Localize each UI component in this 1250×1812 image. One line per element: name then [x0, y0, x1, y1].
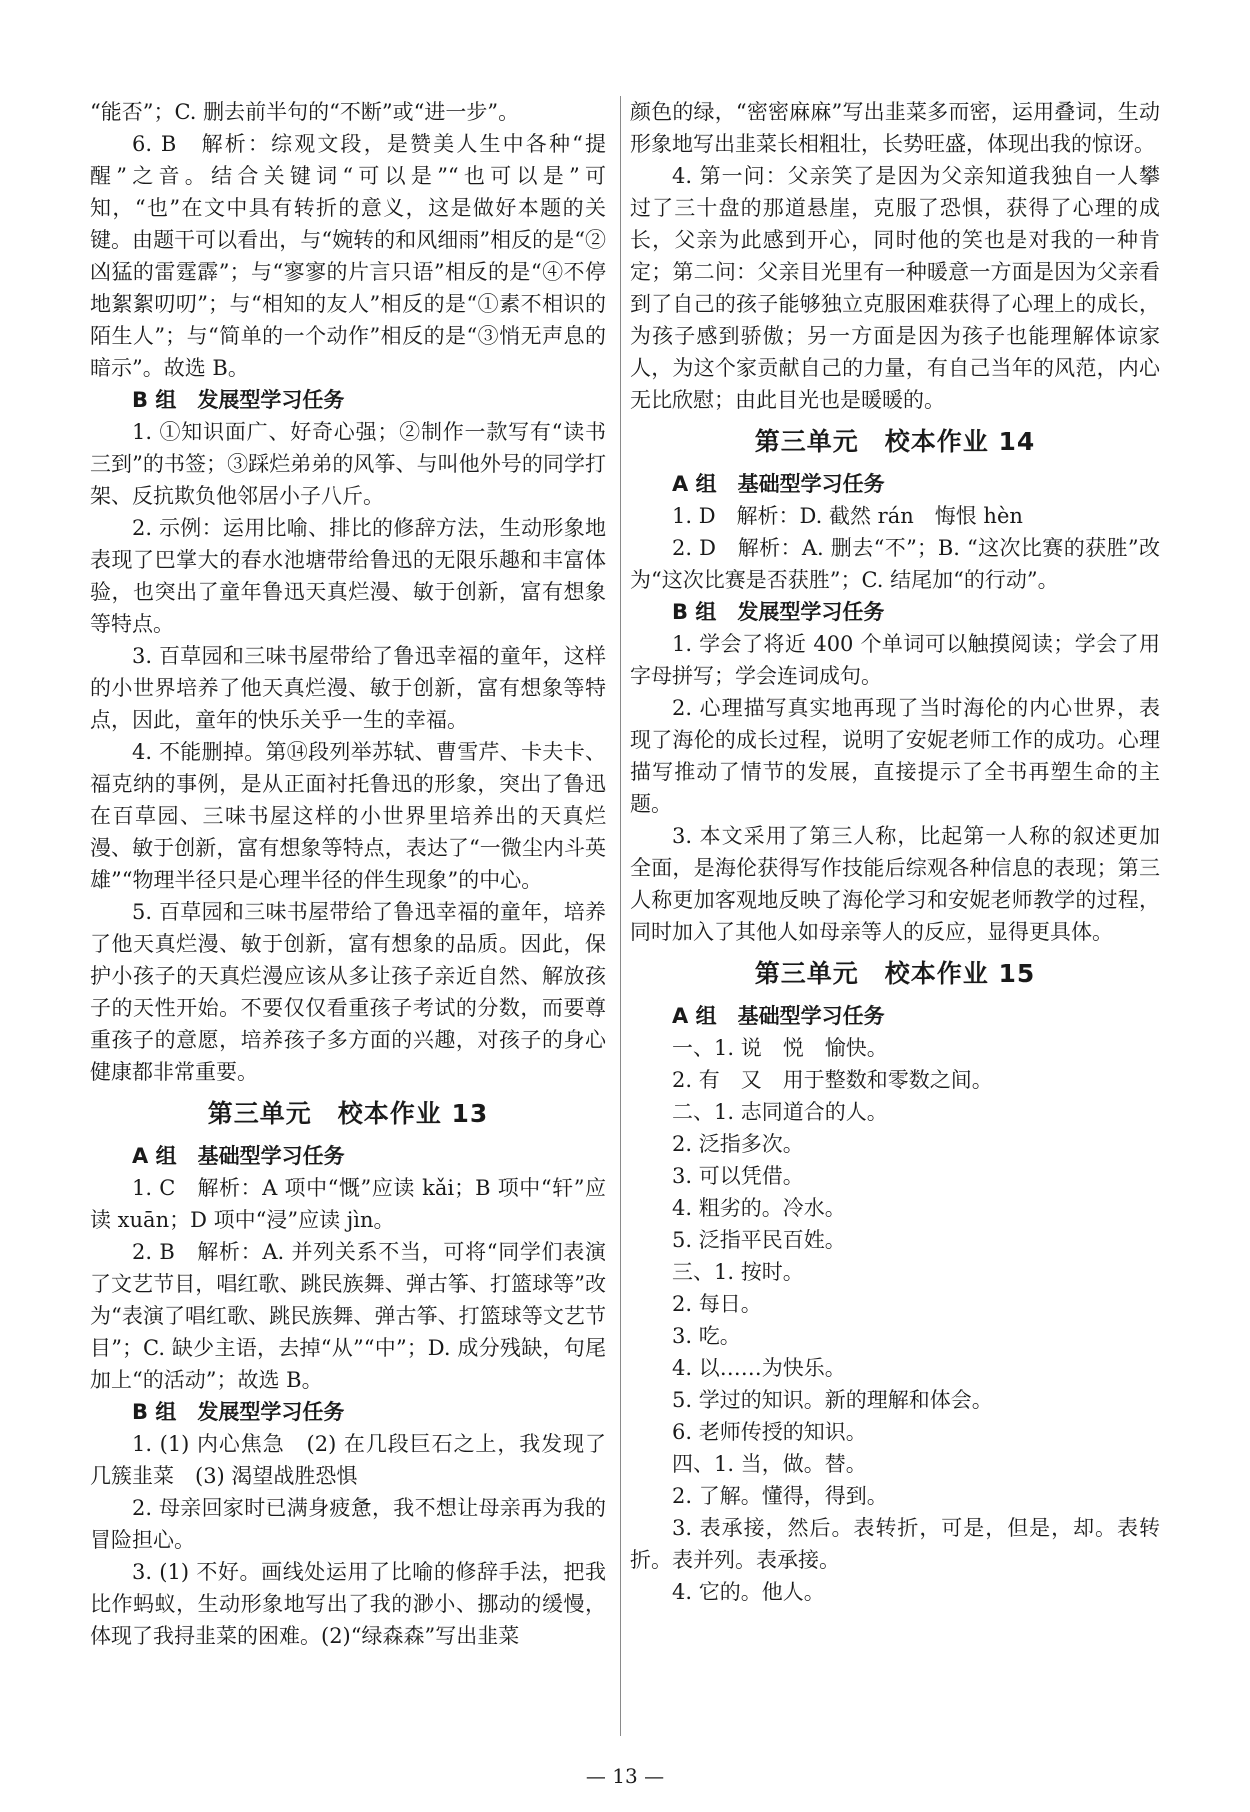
left-column [90, 96, 606, 1652]
page-number: — 13 — [585, 1764, 665, 1788]
answer-line: 2. 有 又 用于整数和零数之间。 [672, 1068, 993, 1092]
answer-paragraph: 1. C 解析：A 项中“慨”应读 kǎi；B 项中“轩”应读 xuān；D 项中“浸”应读 jìn。 [90, 1176, 606, 1232]
answer-line: 3. 可以凭借。 [672, 1164, 804, 1188]
answer-line: 4. 以……为快乐。 [672, 1356, 846, 1380]
answer-line: 5. 泛指平民百姓。 [672, 1228, 846, 1252]
answer-paragraph: 颜色的绿，“密密麻麻”写出韭菜多而密，运用叠词，生动形象地写出韭菜长相粗壮，长势旺盛，体现出我的惊讶。 [630, 100, 1160, 156]
answer-paragraph: 5. 百草园和三味书屋带给了鲁迅幸福的童年，培养了他天真烂漫、敏于创新，富有想象的品质。因此，保护小孩子的天真烂漫应该从多让孩子亲近自然、解放孩子的天性开始。不要仅仅看重孩子考试的分数，而要尊重孩子的意愿，培养孩子多方面的兴趣，对孩子的身心健康都非常重要。 [90, 900, 606, 1084]
group-heading: A 组 基础型学习任务 [132, 1144, 345, 1168]
answer-paragraph: 4. 第一问：父亲笑了是因为父亲知道我独自一人攀过了三十盘的那道悬崖，克服了恐惧，获得了心理的成长，父亲为此感到开心，同时他的笑也是对我的一种肯定；第二问：父亲目光里有一种暖意一方面是因为父亲看到了自己的孩子能够独立克服困难获得了心理上的成长，为孩子感到骄傲；另一方面是因为孩子也能理解体谅家人，为这个家贡献自己的力量，有自己当年的风范，内心无比欣慰；由此目光也是暖暖的。 [630, 164, 1160, 412]
answer-paragraph: 1. (1) 内心焦急 (2) 在几段巨石之上，我发现了几簇韭菜 (3) 渴望战胜恐惧 [90, 1432, 606, 1488]
answer-paragraph: 2. D 解析：A. 删去“不”；B. “这次比赛的获胜”改为“这次比赛是否获胜”；C. 结尾加“的行动”。 [630, 536, 1160, 592]
group-heading: B 组 发展型学习任务 [132, 388, 345, 412]
unit-title: 第三单元 校本作业 14 [754, 427, 1036, 456]
group-heading: A 组 基础型学习任务 [672, 1004, 885, 1028]
column-divider [620, 96, 621, 1736]
answer-paragraph: “能否”；C. 删去前半句的“不断”或“进一步”。 [90, 100, 520, 124]
answer-paragraph: 1. ①知识面广、好奇心强；②制作一款写有“读书三到”的书签；③踩烂弟弟的风筝、与叫他外号的同学打架、反抗欺负他邻居小子八斤。 [90, 420, 606, 508]
answer-paragraph: 3. 本文采用了第三人称，比起第一人称的叙述更加全面，是海伦获得写作技能后综观各种信息的表现；第三人称更加客观地反映了海伦学习和安妮老师教学的过程，同时加入了其他人如母亲等人的反应，显得更具体。 [630, 824, 1160, 944]
answer-paragraph: 2. 示例：运用比喻、排比的修辞方法，生动形象地表现了巴掌大的春水池塘带给鲁迅的无限乐趣和丰富体验，也突出了童年鲁迅天真烂漫、敏于创新，富有想象等特点。 [90, 516, 606, 636]
group-heading: B 组 发展型学习任务 [132, 1400, 345, 1424]
answer-paragraph: 3. 表承接，然后。表转折，可是，但是，却。表转折。表并列。表承接。 [630, 1516, 1160, 1572]
answer-paragraph: 2. 母亲回家时已满身疲惫，我不想让母亲再为我的冒险担心。 [90, 1496, 606, 1552]
answer-paragraph: 4. 它的。他人。 [672, 1580, 825, 1604]
answer-line: 4. 粗劣的。冷水。 [672, 1196, 846, 1220]
answer-paragraph: 1. D 解析：D. 截然 rán 悔恨 hèn [672, 504, 1023, 528]
answer-line: 三、1. 按时。 [672, 1260, 804, 1284]
answer-line: 四、1. 当，做。替。 [672, 1452, 867, 1476]
answer-paragraph: 4. 不能删掉。第⑭段列举苏轼、曹雪芹、卡夫卡、福克纳的事例，是从正面衬托鲁迅的形象，突出了鲁迅在百草园、三味书屋这样的小世界里培养出的天真烂漫、敏于创新，富有想象等特点，表达了“一微尘内斗英雄”“物理半径只是心理半径的伴生现象”的中心。 [90, 740, 606, 892]
answer-line: 二、1. 志同道合的人。 [672, 1100, 888, 1124]
unit-title: 第三单元 校本作业 13 [207, 1099, 489, 1128]
answer-paragraph: 1. 学会了将近 400 个单词可以触摸阅读；学会了用字母拼写；学会连词成句。 [630, 632, 1160, 688]
answer-line: 6. 老师传授的知识。 [672, 1420, 867, 1444]
group-heading: A 组 基础型学习任务 [672, 472, 885, 496]
answer-paragraph: 2. 心理描写真实地再现了当时海伦的内心世界，表现了海伦的成长过程，说明了安妮老师工作的成功。心理描写推动了情节的发展，直接提示了全书再塑生命的主题。 [630, 696, 1160, 816]
answer-paragraph: 3. 百草园和三味书屋带给了鲁迅幸福的童年，这样的小世界培养了他天真烂漫、敏于创新，富有想象等特点，因此，童年的快乐关乎一生的幸福。 [90, 644, 606, 732]
group-heading: B 组 发展型学习任务 [672, 600, 885, 624]
answer-line: 5. 学过的知识。新的理解和体会。 [672, 1388, 993, 1412]
unit-title: 第三单元 校本作业 15 [754, 959, 1036, 988]
answer-line: 一、1. 说 悦 愉快。 [672, 1036, 888, 1060]
answer-paragraph: 3. (1) 不好。画线处运用了比喻的修辞手法，把我比作蚂蚁，生动形象地写出了我的渺小、挪动的缓慢，体现了我挦韭菜的困难。(2)“绿森森”写出韭菜 [90, 1560, 606, 1648]
answer-line: 2. 泛指多次。 [672, 1132, 804, 1156]
answer-paragraph: 2. B 解析：A. 并列关系不当，可将“同学们表演了文艺节目，唱红歌、跳民族舞、弹古筝、打篮球等”改为“表演了唱红歌、跳民族舞、弹古筝、打篮球等文艺节目”；C. 缺少主语，去掉“从”“中”；D. 成分残缺，句尾加上“的活动”；故选 B。 [90, 1240, 606, 1392]
answer-line: 2. 每日。 [672, 1292, 762, 1316]
answer-paragraph: 6. B 解析：综观文段，是赞美人生中各种“提醒”之音。结合关键词“可以是”“也可以是”可知，“也”在文中具有转折的意义，这是做好本题的关键。由题干可以看出，与“婉转的和风细雨”相反的是“②凶猛的雷霆霹”；与“寥寥的片言只语”相反的是“④不停地絮絮叨叨”；与“相知的友人”相反的是“①素不相识的陌生人”；与“简单的一个动作”相反的是“③悄无声息的暗示”。故选 B。 [90, 132, 606, 380]
answer-line: 2. 了解。懂得，得到。 [672, 1484, 888, 1508]
right-column [630, 96, 1160, 1608]
answer-line: 3. 吃。 [672, 1324, 741, 1348]
